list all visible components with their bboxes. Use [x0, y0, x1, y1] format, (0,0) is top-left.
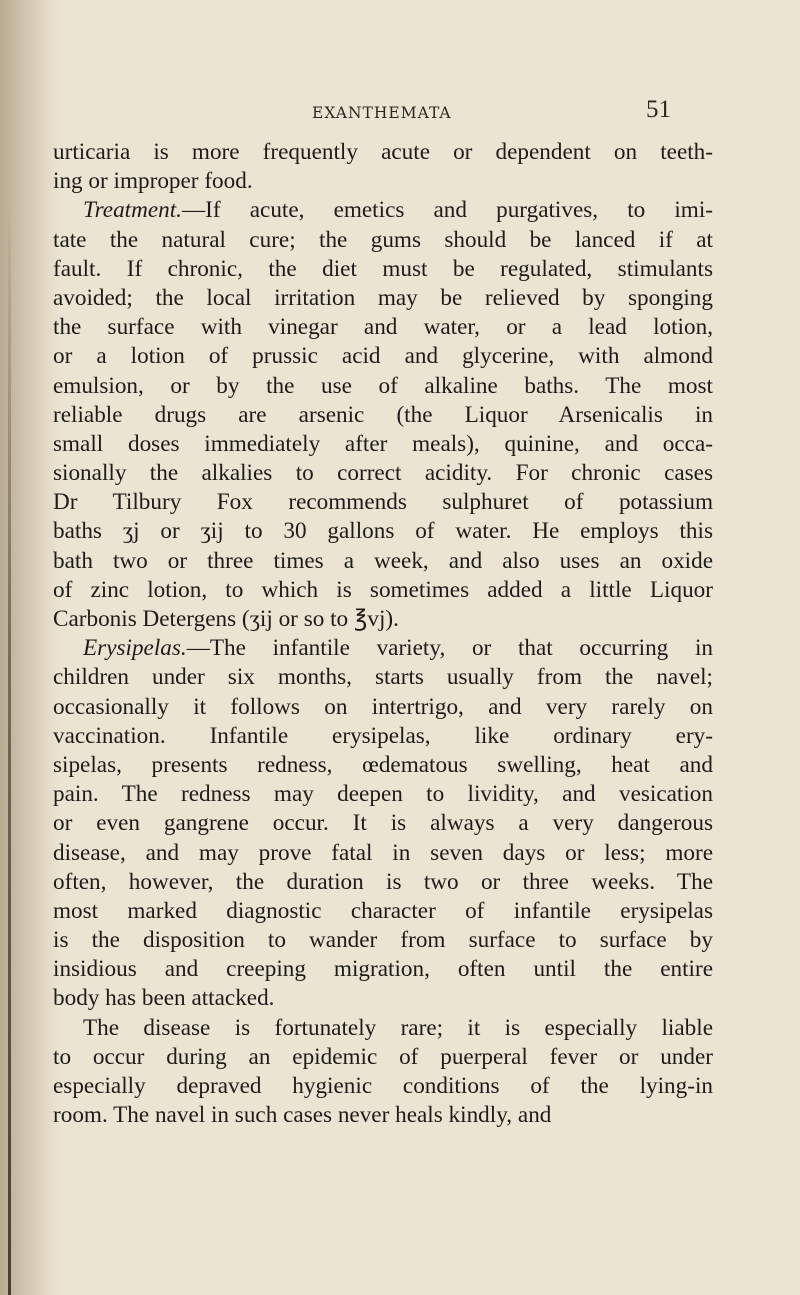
text-line: sionally the alkalies to correct acidity. For chronic cases — [53, 460, 713, 487]
running-head: EXANTHEMATA — [312, 104, 452, 122]
text-line: insidious and creeping migration, often until the entire — [53, 956, 713, 983]
text-line: Treatment.—If acute, emetics and purgatives, to imi- — [83, 197, 713, 224]
text-line: the surface with vinegar and water, or a lead lotion, — [53, 314, 713, 341]
text-line: baths ʒj or ʒij to 30 gallons of water. He employs this — [53, 518, 713, 545]
text-line: or even gangrene occur. It is always a very dangerous — [53, 810, 713, 837]
text-line: to occur during an epidemic of puerperal fever or under — [53, 1043, 713, 1070]
text-line: is the disposition to wander from surface to surface by — [53, 927, 713, 954]
text-line: children under six months, starts usually from the navel; — [53, 664, 713, 691]
text-line: ing or improper food. — [53, 168, 253, 195]
text-line: of zinc lotion, to which is sometimes added a little Liquor — [53, 576, 713, 603]
text-line: fault. If chronic, the diet must be regulated, stimulants — [53, 255, 713, 282]
page-header — [0, 96, 800, 126]
text-line: sipelas, presents redness, œdematous swelling, heat and — [53, 751, 713, 778]
text-line: reliable drugs are arsenic (the Liquor Arsenicalis in — [53, 401, 713, 428]
text-line: body has been attacked. — [53, 985, 275, 1012]
text-line: The disease is fortunately rare; it is especially liable — [83, 1014, 713, 1041]
body-text — [53, 138, 713, 1130]
text-line: urticaria is more frequently acute or dependent on teeth- — [53, 139, 713, 165]
text-line: tate the natural cure; the gums should be lanced if at — [53, 226, 713, 253]
text-line: pain. The redness may deepen to lividity, and vesication — [53, 781, 713, 808]
text-line: emulsion, or by the use of alkaline baths. The most — [53, 372, 713, 399]
text-line: most marked diagnostic character of infantile erysipelas — [53, 897, 713, 924]
text-line: Erysipelas.—The infantile variety, or that occurring in — [83, 635, 713, 662]
text-line: avoided; the local irritation may be relieved by sponging — [53, 284, 713, 311]
page-number: 51 — [646, 96, 671, 123]
text-line: Carbonis Detergens (ʒij or so to ℥vj). — [53, 606, 399, 632]
text-line: disease, and may prove fatal in seven days or less; more — [53, 839, 713, 866]
text-line: small doses immediately after meals), quinine, and occa- — [53, 430, 713, 457]
text-line: occasionally it follows on intertrigo, and very rarely on — [53, 693, 713, 720]
text-line: or a lotion of prussic acid and glycerine, with almond — [53, 343, 713, 370]
text-line: Dr Tilbury Fox recommends sulphuret of potassium — [53, 489, 713, 516]
text-line: often, however, the duration is two or three weeks. The — [53, 868, 713, 895]
text-line: room. The navel in such cases never heals kindly, and — [53, 1102, 552, 1129]
text-line: bath two or three times a week, and also uses an oxide — [53, 547, 713, 574]
text-line: especially depraved hygienic conditions of the lying-in — [53, 1073, 713, 1099]
text-line: vaccination. Infantile erysipelas, like ordinary ery- — [53, 722, 713, 749]
binding-edge — [8, 200, 11, 1295]
